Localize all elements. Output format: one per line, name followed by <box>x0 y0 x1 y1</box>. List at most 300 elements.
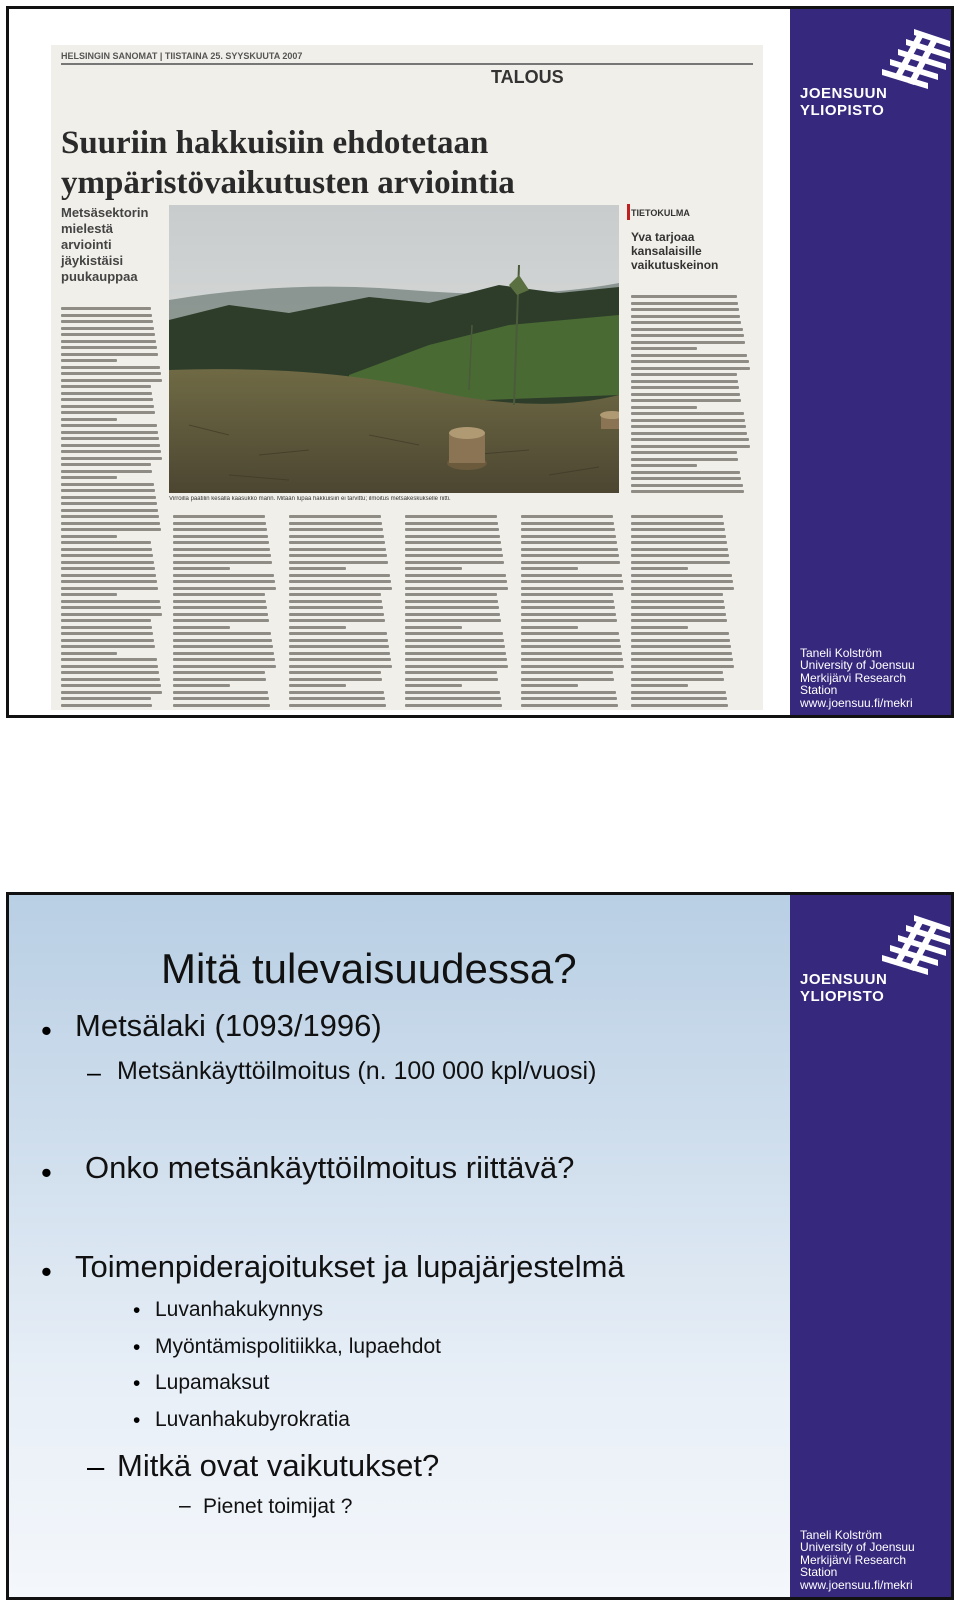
credit-url[interactable]: www.joensuu.fi/mekri <box>800 695 913 710</box>
article-text-line <box>61 652 117 655</box>
article-text-line <box>631 419 745 422</box>
article-text-line <box>405 619 501 622</box>
article-text-line <box>631 626 688 629</box>
logo-text-joensuun: JOENSUUN <box>800 85 888 102</box>
article-text-line <box>631 399 741 402</box>
article-text-line <box>521 691 616 694</box>
article-text-line <box>289 522 382 525</box>
article-text-line <box>631 600 724 603</box>
article-text-line <box>521 528 615 531</box>
article-text-line <box>631 541 727 544</box>
article-text-line <box>405 626 462 629</box>
article-text-line <box>405 567 462 570</box>
article-text-line <box>61 444 160 447</box>
sub-bullet-luvanhakukynnys: Luvanhakukynnys <box>155 1298 324 1321</box>
credit-station: Merkijärvi Research <box>800 1552 907 1567</box>
article-text-line <box>173 548 270 551</box>
article-text-line <box>61 398 153 401</box>
article-text-line <box>61 450 161 453</box>
article-text-line <box>631 528 725 531</box>
logo-text-joensuun: JOENSUUN <box>800 971 888 988</box>
article-text-line <box>61 359 117 362</box>
article-text-line <box>61 314 152 317</box>
article-text-line <box>61 320 153 323</box>
article-text-line <box>631 639 730 642</box>
article-text-line <box>521 619 617 622</box>
article-text-line <box>173 606 267 609</box>
article-text-line <box>521 593 613 596</box>
article-text-line <box>521 645 621 648</box>
bullet-toimenpiderajoitukset: Toimenpiderajoitukset ja lupajärjestelmä <box>75 1249 625 1284</box>
logo-mark-icon <box>862 915 950 977</box>
article-text-line <box>173 645 273 648</box>
article-text-line <box>405 645 505 648</box>
article-text-line <box>631 535 726 538</box>
bullet-riittava: Onko metsänkäyttöilmoitus riittävä? <box>85 1150 575 1185</box>
article-text-line <box>61 606 161 609</box>
article-text-line <box>61 333 155 336</box>
article-text-line <box>289 626 346 629</box>
article-text-line <box>631 574 732 577</box>
sub-bullet-marker: • <box>133 1299 141 1322</box>
newspaper-headline: Suuriin hakkuisiin ehdotetaan ympäristövaikutusten arviointia <box>61 125 515 201</box>
article-text-line <box>631 606 725 609</box>
article-text-line <box>61 437 159 440</box>
article-text-line <box>405 528 499 531</box>
article-text-line <box>631 432 747 435</box>
newspaper-intro: Metsäsektorin mielestä arviointi jäykistäisi puukauppaa <box>61 205 149 284</box>
article-text-line <box>521 652 622 655</box>
article-text-line <box>405 613 500 616</box>
article-text-line <box>61 457 162 460</box>
article-text-line <box>631 684 688 687</box>
article-text-line <box>61 567 155 570</box>
article-text-line <box>631 438 749 441</box>
article-text-line <box>631 678 724 681</box>
article-text-line <box>405 522 498 525</box>
article-text-line <box>173 652 274 655</box>
article-text-line <box>61 548 152 551</box>
article-text-line <box>61 658 157 661</box>
article-text-line <box>521 522 614 525</box>
article-text-line <box>631 619 727 622</box>
bullet-marker: • <box>41 1254 52 1289</box>
article-text-line <box>61 346 157 349</box>
article-text-line <box>521 554 619 557</box>
article-text-line <box>631 360 749 363</box>
article-text-line <box>631 580 733 583</box>
article-text-line <box>289 619 385 622</box>
article-text-line <box>631 458 738 461</box>
credit-url[interactable]: www.joensuu.fi/mekri <box>800 1577 913 1592</box>
article-text-line <box>631 652 732 655</box>
tietokulma-title: Yva tarjoaa kansalaisille vaikutuskeinon <box>631 230 719 272</box>
article-text-line <box>61 613 162 616</box>
article-text-line <box>61 483 154 486</box>
article-text-line <box>61 671 159 674</box>
newspaper-section: TALOUS <box>491 67 564 87</box>
slide-content <box>9 9 790 715</box>
sub-bullet-myontamispolitiikka: Myöntämispolitiikka, lupaehdot <box>155 1335 441 1358</box>
slide-newspaper <box>6 6 954 718</box>
article-text-line <box>631 697 727 700</box>
article-text-line <box>631 554 729 557</box>
article-text-line <box>521 697 617 700</box>
article-text-line <box>173 535 268 538</box>
article-text-line <box>631 515 723 518</box>
article-text-line <box>631 471 740 474</box>
article-text-line <box>61 580 157 583</box>
bullet-marker: • <box>41 1013 52 1048</box>
article-text-line <box>173 587 276 590</box>
article-text-line <box>521 613 616 616</box>
article-text-line <box>631 334 744 337</box>
article-text-line <box>631 477 741 480</box>
article-text-line <box>521 632 619 635</box>
article-text-line <box>173 632 271 635</box>
article-text-line <box>61 574 156 577</box>
sub-bullet-marker: • <box>133 1336 141 1359</box>
article-text-line <box>521 671 613 674</box>
article-text-line <box>173 554 271 557</box>
article-text-line <box>61 470 152 473</box>
article-text-line <box>405 561 504 564</box>
tietokulma-marker <box>627 204 630 220</box>
article-text-line <box>173 639 272 642</box>
article-text-line <box>405 548 502 551</box>
article-text-line <box>61 541 151 544</box>
article-text-line <box>61 476 117 479</box>
article-text-line <box>173 671 265 674</box>
article-text-line <box>61 600 160 603</box>
article-text-line <box>289 639 388 642</box>
bullet-marker: • <box>41 1155 52 1190</box>
bullet-vaikutukset: Mitkä ovat vaikutukset? <box>117 1448 440 1483</box>
article-text-line <box>289 561 388 564</box>
article-text-line <box>289 593 381 596</box>
article-text-line <box>289 515 381 518</box>
article-text-line <box>289 528 383 531</box>
article-text-line <box>61 619 151 622</box>
article-text-line <box>631 490 744 493</box>
article-text-line <box>405 658 507 661</box>
article-text-line <box>631 593 723 596</box>
article-text-line <box>61 684 161 687</box>
article-text-line <box>521 606 615 609</box>
article-text-line <box>173 658 275 661</box>
bullet-metsalaki: Metsälaki (1093/1996) <box>75 1008 382 1043</box>
article-text-line <box>289 684 346 687</box>
article-text-line <box>289 652 390 655</box>
article-text-line <box>631 522 724 525</box>
article-text-line <box>405 704 502 707</box>
newspaper-masthead: HELSINGIN SANOMAT | TIISTAINA 25. SYYSKUUTA 2007 <box>61 51 303 61</box>
article-text-line <box>289 548 386 551</box>
newspaper-clipping <box>51 45 763 710</box>
article-text-line <box>405 515 497 518</box>
article-text-line <box>173 528 267 531</box>
article-text-line <box>61 366 160 369</box>
article-text-line <box>521 626 578 629</box>
article-text-line <box>631 302 738 305</box>
article-text-line <box>631 548 728 551</box>
article-text-line <box>405 580 507 583</box>
article-text-line <box>631 295 737 298</box>
article-text-line <box>405 697 501 700</box>
article-text-line <box>61 639 154 642</box>
masthead-rule <box>61 63 753 65</box>
article-text-line <box>61 489 155 492</box>
sub-bullet-lupamaksut: Lupamaksut <box>155 1371 270 1394</box>
article-text-line <box>405 541 501 544</box>
article-text-line <box>631 393 740 396</box>
sub-dash-marker: – <box>179 1494 191 1517</box>
article-text-line <box>61 632 153 635</box>
article-text-line <box>631 704 728 707</box>
article-text-line <box>521 704 618 707</box>
article-text-line <box>173 619 269 622</box>
article-text-line <box>61 496 156 499</box>
article-text-line <box>289 606 383 609</box>
article-text-line <box>61 372 161 375</box>
article-text-line <box>631 425 746 428</box>
article-text-line <box>631 587 734 590</box>
article-text-line <box>61 307 151 310</box>
sub-bullet-marker: • <box>133 1372 141 1395</box>
article-text-line <box>61 561 154 564</box>
article-text-line <box>521 548 618 551</box>
university-logo <box>800 915 950 1015</box>
article-text-line <box>289 541 385 544</box>
article-text-line <box>173 593 265 596</box>
article-text-line <box>631 645 731 648</box>
presenter-credits <box>800 647 915 710</box>
article-text-line <box>631 328 743 331</box>
article-text-line <box>61 509 158 512</box>
article-text-line <box>405 600 498 603</box>
article-text-line <box>173 684 230 687</box>
article-text-line <box>61 405 154 408</box>
article-text-line <box>521 678 614 681</box>
article-text-line <box>173 541 269 544</box>
article-text-line <box>405 535 500 538</box>
university-logo <box>800 29 950 129</box>
article-text-line <box>405 678 498 681</box>
article-text-line <box>289 632 387 635</box>
article-text-line <box>521 600 614 603</box>
article-text-line <box>289 658 391 661</box>
article-text-line <box>289 704 386 707</box>
slide-title: Mitä tulevaisuudessa? <box>161 945 577 992</box>
article-text-line <box>405 587 508 590</box>
article-text-line <box>631 484 743 487</box>
article-text-line <box>405 593 497 596</box>
article-text-line <box>631 406 697 409</box>
article-text-line <box>61 697 151 700</box>
article-text-line <box>521 541 617 544</box>
logo-text-yliopisto: YLIOPISTO <box>800 102 885 119</box>
article-text-line <box>631 658 733 661</box>
sub-bullet-marker: • <box>133 1409 141 1432</box>
article-text-line <box>61 522 160 525</box>
article-text-line <box>173 678 266 681</box>
sub-bullet-luvanhakubyrokratia: Luvanhakubyrokratia <box>155 1408 350 1431</box>
dash-marker: – <box>87 1059 101 1087</box>
credit-station: Merkijärvi Research <box>800 670 907 685</box>
article-text-line <box>173 561 272 564</box>
article-text-line <box>631 373 737 376</box>
article-text-line <box>289 645 389 648</box>
presenter-credits <box>800 1529 915 1592</box>
sub-bullet-pienet-toimijat: Pienet toimijat ? <box>203 1495 353 1518</box>
article-text-line <box>521 561 620 564</box>
article-text-line <box>61 418 117 421</box>
article-text-line <box>631 567 688 570</box>
article-text-line <box>173 697 269 700</box>
article-text-line <box>173 704 270 707</box>
article-text-line <box>405 574 506 577</box>
logo-mark-icon <box>862 29 950 91</box>
slide-future <box>6 892 954 1600</box>
article-text-line <box>631 671 723 674</box>
article-text-line <box>631 380 738 383</box>
article-text-line <box>173 522 266 525</box>
article-text-line <box>631 308 739 311</box>
article-text-line <box>631 386 739 389</box>
article-text-line <box>631 632 729 635</box>
article-text-line <box>289 691 384 694</box>
article-text-line <box>631 354 747 357</box>
article-text-line <box>61 340 156 343</box>
article-text-line <box>405 639 504 642</box>
article-text-line <box>289 554 387 557</box>
article-text-line <box>631 367 750 370</box>
article-text-line <box>61 353 158 356</box>
article-text-line <box>521 574 622 577</box>
article-text-line <box>61 385 151 388</box>
tietokulma-label: TIETOKULMA <box>631 208 690 218</box>
article-text-line <box>631 341 745 344</box>
clearcut-forest-photo <box>169 205 619 493</box>
credit-name: Taneli Kolström <box>800 645 883 660</box>
article-text-line <box>61 704 152 707</box>
article-text-line <box>521 639 620 642</box>
article-text-line <box>61 626 152 629</box>
article-text-line <box>61 327 154 330</box>
article-text-line <box>173 515 265 518</box>
article-text-line <box>405 652 506 655</box>
article-text-line <box>173 613 268 616</box>
article-text-line <box>289 600 382 603</box>
article-text-line <box>61 411 155 414</box>
university-sidebar <box>790 895 954 1597</box>
article-text-line <box>173 665 276 668</box>
article-text-line <box>289 587 392 590</box>
article-text-line <box>61 678 160 681</box>
photo-caption: Virroilla paatilin kesällä kaasukko marin. Mitään lupaa hakkuisiin ei tarvittu; ilmoitus metsäkeskukselle riitti. <box>169 496 451 502</box>
article-text-line <box>631 613 726 616</box>
article-text-line <box>173 691 268 694</box>
dash-marker: – <box>87 1449 105 1484</box>
article-text-line <box>631 347 697 350</box>
article-text-line <box>61 587 158 590</box>
article-text-line <box>631 691 726 694</box>
credit-university: University of Joensuu <box>800 658 915 672</box>
article-text-line <box>631 464 697 467</box>
university-sidebar <box>790 9 954 715</box>
article-text-line <box>521 684 578 687</box>
article-text-line <box>521 587 624 590</box>
article-text-line <box>61 502 157 505</box>
article-text-line <box>61 528 161 531</box>
article-text-line <box>289 567 346 570</box>
article-text-line <box>61 554 153 557</box>
article-text-line <box>631 445 750 448</box>
article-text-line <box>173 580 275 583</box>
article-text-line <box>61 431 158 434</box>
article-text-line <box>631 315 740 318</box>
article-text-line <box>631 412 744 415</box>
article-text-line <box>521 665 624 668</box>
article-text-line <box>405 665 508 668</box>
article-text-line <box>61 424 157 427</box>
article-text-line <box>61 645 155 648</box>
credit-station-2: Station <box>800 1565 838 1579</box>
article-text-line <box>289 697 385 700</box>
article-text-line <box>61 691 162 694</box>
article-text-line <box>631 561 730 564</box>
article-text-line <box>289 678 382 681</box>
article-text-line <box>521 515 613 518</box>
article-text-line <box>173 574 274 577</box>
article-text-line <box>521 580 623 583</box>
slide-content <box>9 895 790 1597</box>
article-text-line <box>61 379 162 382</box>
article-text-line <box>289 665 392 668</box>
article-text-line <box>289 574 390 577</box>
article-text-line <box>289 580 391 583</box>
article-text-line <box>289 671 381 674</box>
article-text-line <box>173 626 230 629</box>
article-text-line <box>173 600 266 603</box>
credit-name: Taneli Kolström <box>800 1527 883 1542</box>
article-text-line <box>61 665 158 668</box>
article-text-line <box>173 567 230 570</box>
article-text-line <box>521 658 623 661</box>
article-text-line <box>61 392 152 395</box>
article-text-line <box>61 593 117 596</box>
credit-station-2: Station <box>800 683 838 697</box>
article-text-line <box>521 535 616 538</box>
article-text-line <box>521 567 578 570</box>
article-text-line <box>405 554 503 557</box>
article-text-line <box>61 515 159 518</box>
article-text-line <box>289 613 384 616</box>
article-text-line <box>61 535 117 538</box>
article-text-line <box>631 665 734 668</box>
article-text-line <box>289 535 384 538</box>
article-text-line <box>631 451 737 454</box>
article-text-line <box>61 463 151 466</box>
article-text-line <box>631 321 741 324</box>
logo-text-yliopisto: YLIOPISTO <box>800 988 885 1005</box>
credit-university: University of Joensuu <box>800 1540 915 1554</box>
article-text-line <box>405 606 499 609</box>
bullet-metsankayttoilmoitus: Metsänkäyttöilmoitus (n. 100 000 kpl/vuosi) <box>117 1057 597 1085</box>
article-text-line <box>405 684 462 687</box>
article-text-line <box>405 671 497 674</box>
article-text-line <box>405 691 500 694</box>
